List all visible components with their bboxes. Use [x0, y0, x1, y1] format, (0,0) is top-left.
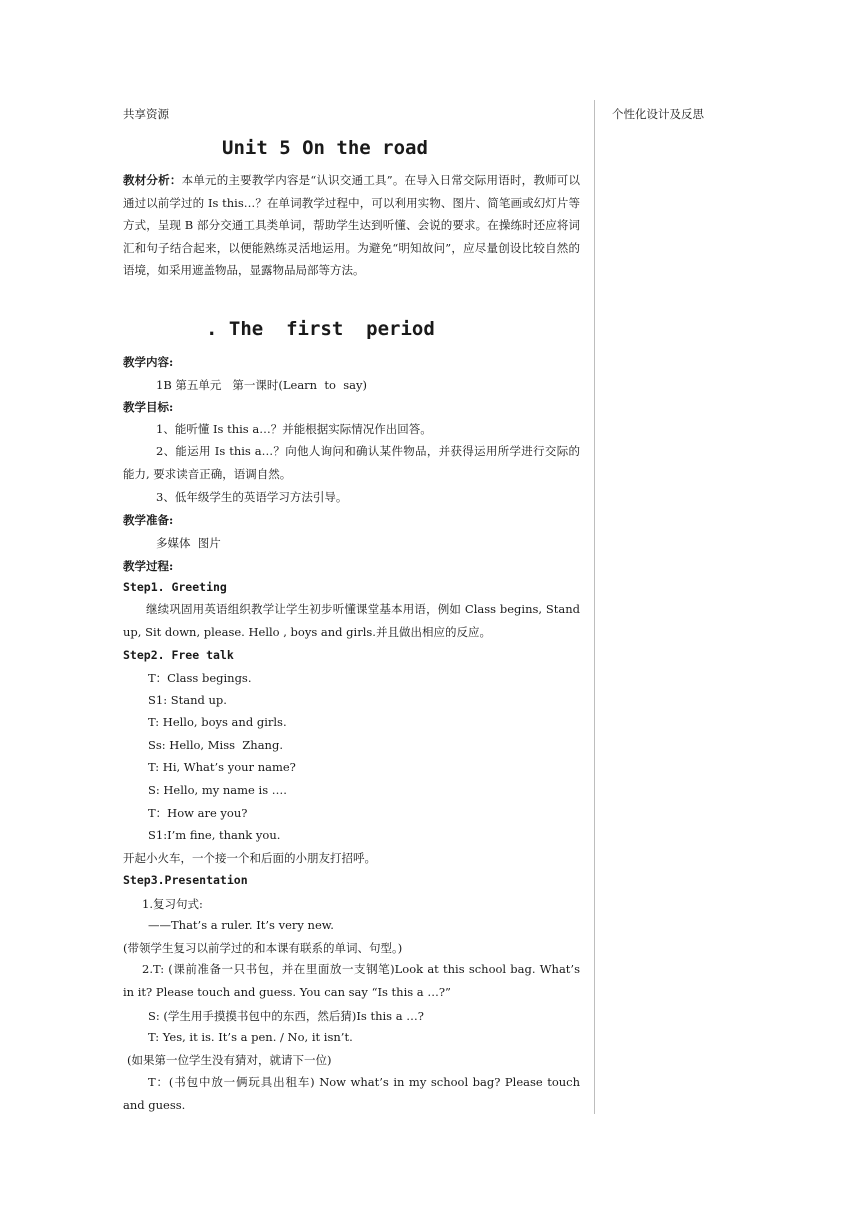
page-title: Unit 5 On the road — [222, 137, 428, 159]
dialogue-line: T：How are you? — [148, 806, 248, 820]
dialogue-line: S1: Stand up. — [148, 693, 227, 707]
step1-label: Step1. Greeting — [123, 580, 227, 594]
goal-item: 2、能运用 Is this a…？向他人询问和确认某件物品，并获得运用所学进行交际的能力, 要求读音正确，语调自然。 — [123, 444, 580, 481]
step3-line: 1.复习句式: — [142, 897, 203, 911]
content-label: 教学内容: — [123, 355, 174, 369]
goal-item: 3、低年级学生的英语学习方法引导。 — [156, 490, 348, 504]
goal-item: 1、能听懂 Is this a…？并能根据实际情况作出回答。 — [156, 422, 432, 436]
step3-line: (带领学生复习以前学过的和本课有联系的单词、句型。) — [123, 941, 403, 955]
step3-line: 2.T: (课前准备一只书包，并在里面放一支钢笔)Look at this school bag. What’s in it? Please touch and guess. You can say “Is this a …?” — [123, 962, 580, 999]
analysis-label: 教材分析： — [123, 173, 182, 187]
period-title: . The first period — [206, 318, 435, 340]
column-divider — [594, 100, 595, 1114]
process-label: 教学过程: — [123, 559, 174, 573]
step3-line: T：(书包中放一俩玩具出租车) Now what’s in my school bag? Please touch and guess. — [123, 1075, 580, 1112]
step2-note: 开起小火车，一个接一个和后面的小朋友打招呼。 — [123, 851, 376, 865]
step3-line: T: Yes, it is. It’s a pen. / No, it isn’t. — [148, 1030, 353, 1044]
step3-line: S: (学生用手摸摸书包中的东西，然后猜)Is this a …? — [148, 1009, 424, 1023]
dialogue-line: T: Hi, What’s your name? — [148, 760, 296, 774]
analysis-text: 本单元的主要教学内容是“认识交通工具”。在导入日常交际用语时，教师可以通过以前学过的 Is this…？在单词教学过程中，可以利用实物、图片、简笔画或幻灯片等方式，呈现 B 部分交通工具类单词，帮助学生达到听懂、会说的要求。在操练时还应将词汇和句子结合起来，以便能熟练灵活地运用。为避免“明知故问”，应尽量创设比较自然的语境，如采用遮盖物品，显露物品局部等方法。 — [123, 173, 580, 277]
analysis-paragraph — [123, 169, 580, 282]
step2-label: Step2. Free talk — [123, 648, 234, 662]
goals-label: 教学目标: — [123, 400, 174, 414]
step3-label: Step3.Presentation — [123, 873, 248, 887]
step1-text: 继续巩固用英语组织教学让学生初步听懂课堂基本用语，例如 Class begins, Stand up, Sit down, please. Hello , boys and girls.并且做出相应的反应。 — [123, 602, 580, 639]
dialogue-line: T：Class begings. — [148, 671, 252, 685]
prep-label: 教学准备: — [123, 513, 174, 527]
header-left: 共享资源 — [123, 107, 169, 121]
header-right: 个性化设计及反思 — [612, 107, 704, 121]
dialogue-line: S1:I’m fine, thank you. — [148, 828, 281, 842]
step3-line: (如果第一位学生没有猜对，就请下一位) — [127, 1053, 332, 1067]
content-text: 1B 第五单元 第一课时(Learn to say) — [156, 378, 367, 392]
prep-text: 多媒体 图片 — [156, 536, 221, 550]
dialogue-line: T: Hello, boys and girls. — [148, 715, 287, 729]
dialogue-line: S: Hello, my name is …. — [148, 783, 287, 797]
dialogue-line: Ss: Hello, Miss Zhang. — [148, 738, 283, 752]
step3-line: ——That’s a ruler. It’s very new. — [148, 918, 334, 932]
